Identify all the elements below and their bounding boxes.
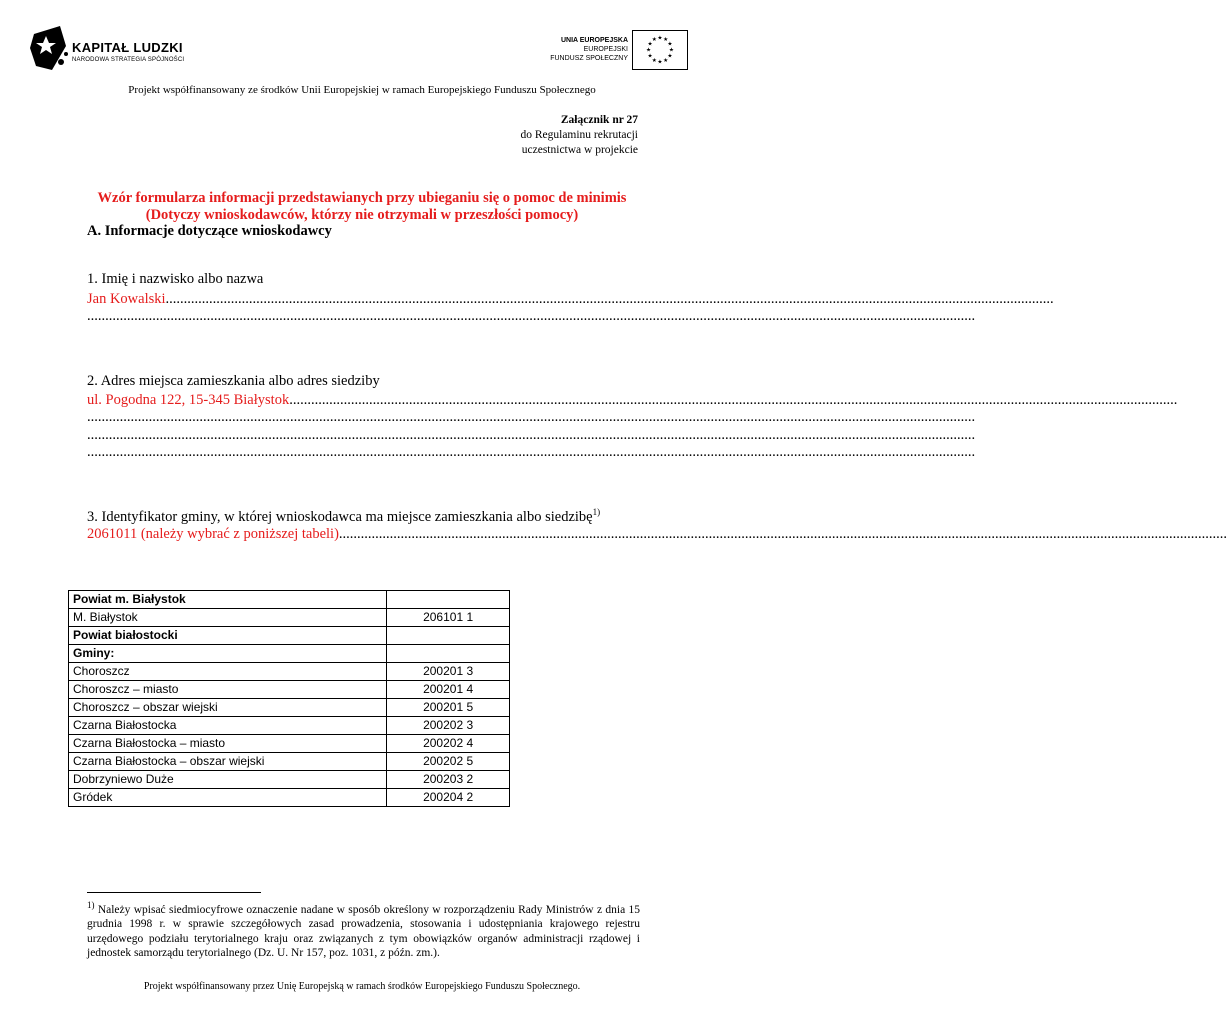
gmina-name-cell: Czarna Białostocka bbox=[69, 717, 387, 735]
gmina-table bbox=[68, 590, 510, 807]
field1-value-line bbox=[87, 290, 1054, 308]
table-row bbox=[69, 663, 510, 681]
footnote-divider bbox=[87, 892, 261, 893]
table-row bbox=[69, 699, 510, 717]
footnote bbox=[87, 898, 640, 961]
table-row bbox=[69, 627, 510, 645]
dotted-line: ..................................................................................................................................................................................................................................................... bbox=[87, 427, 976, 443]
dotted-fill: ..................................................................................................................................................................................................................................................... bbox=[338, 526, 1227, 542]
svg-text:★: ★ bbox=[663, 36, 669, 43]
gmina-name-cell: Choroszcz bbox=[69, 663, 387, 681]
form-title-line1: Wzór formularza informacji przedstawianych przy ubieganiu się o pomoc de minimis bbox=[97, 190, 627, 206]
svg-text:★: ★ bbox=[651, 36, 657, 43]
svg-text:★: ★ bbox=[647, 53, 653, 60]
field3-label-line bbox=[87, 507, 600, 526]
gmina-name-cell: Dobrzyniewo Duże bbox=[69, 771, 387, 789]
eu-flag-icon bbox=[632, 30, 688, 70]
svg-text:★: ★ bbox=[647, 41, 653, 48]
svg-text:★: ★ bbox=[663, 57, 669, 64]
svg-text:★: ★ bbox=[646, 47, 652, 54]
svg-text:★: ★ bbox=[667, 53, 673, 60]
field3-value-line bbox=[87, 525, 1227, 543]
footer-text: Projekt współfinansowany przez Unię Europejską w ramach środków Europejskiego Funduszu Społecznego. bbox=[143, 981, 581, 992]
kapital-ludzki-logo bbox=[30, 26, 190, 78]
gmina-code-cell bbox=[387, 591, 510, 609]
gmina-name-cell: Czarna Białostocka – miasto bbox=[69, 735, 387, 753]
section-a-heading: A. Informacje dotyczące wnioskodawcy bbox=[87, 223, 332, 239]
gmina-code-cell bbox=[387, 627, 510, 645]
form-title-line2: (Dotyczy wnioskodawców, którzy nie otrzymali w przeszłości pomocy) bbox=[145, 207, 579, 223]
svg-text:★: ★ bbox=[657, 59, 663, 66]
annex-block bbox=[520, 113, 638, 158]
gmina-code-cell: 200202 4 bbox=[387, 735, 510, 753]
gmina-code-cell bbox=[387, 645, 510, 663]
field3-value: 2061011 (należy wybrać z poniższej tabeli) bbox=[87, 526, 339, 542]
gmina-code-cell: 200201 5 bbox=[387, 699, 510, 717]
dotted-line: ..................................................................................................................................................................................................................................................... bbox=[87, 308, 976, 324]
dotted-fill: ..................................................................................................................................................................................................................................................... bbox=[165, 291, 1054, 307]
footnote-marker: 1) bbox=[87, 900, 95, 910]
field2-label: 2. Adres miejsca zamieszkania albo adres siedziby bbox=[87, 373, 380, 389]
field1-value: Jan Kowalski bbox=[87, 291, 166, 307]
table-row bbox=[69, 591, 510, 609]
gmina-code-cell: 206101 1 bbox=[387, 609, 510, 627]
footnote-ref: 1) bbox=[592, 507, 601, 517]
kapital-ludzki-title: KAPITAŁ LUDZKI bbox=[72, 40, 183, 55]
dotted-fill: ..................................................................................................................................................................................................................................................... bbox=[289, 392, 1178, 408]
gmina-name-cell: Gminy: bbox=[69, 645, 387, 663]
gmina-name-cell: Powiat m. Białystok bbox=[69, 591, 387, 609]
gmina-name-cell: Choroszcz – obszar wiejski bbox=[69, 699, 387, 717]
eu-logo-text bbox=[550, 36, 628, 63]
table-row bbox=[69, 789, 510, 807]
svg-text:★: ★ bbox=[657, 35, 663, 42]
field1-label: 1. Imię i nazwisko albo nazwa bbox=[87, 271, 264, 287]
table-row bbox=[69, 609, 510, 627]
gmina-code-cell: 200202 5 bbox=[387, 753, 510, 771]
gmina-code-cell: 200201 3 bbox=[387, 663, 510, 681]
gmina-code-cell: 200203 2 bbox=[387, 771, 510, 789]
table-row bbox=[69, 753, 510, 771]
field2-value: ul. Pogodna 122, 15-345 Białystok bbox=[87, 392, 290, 408]
eu-line2: EUROPEJSKI bbox=[583, 46, 628, 53]
gmina-code-cell: 200201 4 bbox=[387, 681, 510, 699]
kapital-ludzki-icon bbox=[30, 26, 70, 74]
svg-text:★: ★ bbox=[651, 57, 657, 64]
table-row bbox=[69, 645, 510, 663]
table-row bbox=[69, 771, 510, 789]
dotted-line: ..................................................................................................................................................................................................................................................... bbox=[87, 444, 976, 460]
table-row bbox=[69, 735, 510, 753]
eu-line3: FUNDUSZ SPOŁECZNY bbox=[550, 55, 628, 62]
table-row bbox=[69, 681, 510, 699]
gmina-name-cell: Gródek bbox=[69, 789, 387, 807]
project-header-text: Projekt współfinansowany ze środków Unii Europejskiej w ramach Europejskiego Funduszu Społecznego bbox=[128, 84, 596, 96]
field2-value-line bbox=[87, 391, 1178, 409]
field3-label: 3. Identyfikator gminy, w której wnioskodawca ma miejsce zamieszkania albo siedzibę bbox=[87, 508, 593, 525]
gmina-name-cell: M. Białystok bbox=[69, 609, 387, 627]
annex-title: Załącznik nr 27 bbox=[560, 114, 638, 126]
gmina-name-cell: Czarna Białostocka – obszar wiejski bbox=[69, 753, 387, 771]
footnote-text: Należy wpisać siedmiocyfrowe oznaczenie nadane w sposób określony w rozporządzeniu Rady Ministrów z dnia 15 grudnia 1998 r. w sprawie szczegółowych zasad prowadzenia, stosowania i udostępniania krajowego rejestru urzędowego podziału terytorialnego kraju oraz związanych z tym obowiązków organów administracji rządowej i jednostek samorządu terytorialnego (Dz. U. Nr 157, poz. 1031, z późn. zm.). bbox=[87, 903, 640, 960]
annex-line1: do Regulaminu rekrutacji bbox=[520, 129, 638, 141]
gmina-code-cell: 200202 3 bbox=[387, 717, 510, 735]
annex-line2: uczestnictwa w projekcie bbox=[521, 144, 638, 156]
eu-logo bbox=[548, 30, 688, 72]
eu-line1: UNIA EUROPEJSKA bbox=[560, 37, 628, 44]
gmina-code-cell: 200204 2 bbox=[387, 789, 510, 807]
svg-text:★: ★ bbox=[668, 47, 674, 54]
gmina-name-cell: Powiat białostocki bbox=[69, 627, 387, 645]
dotted-line: ..................................................................................................................................................................................................................................................... bbox=[87, 409, 976, 425]
kapital-ludzki-subtitle: NARODOWA STRATEGIA SPÓJNOŚCI bbox=[72, 57, 185, 63]
svg-text:★: ★ bbox=[667, 41, 673, 48]
gmina-name-cell: Choroszcz – miasto bbox=[69, 681, 387, 699]
table-row bbox=[69, 717, 510, 735]
form-title bbox=[60, 190, 664, 224]
gmina-table-body bbox=[69, 591, 510, 807]
